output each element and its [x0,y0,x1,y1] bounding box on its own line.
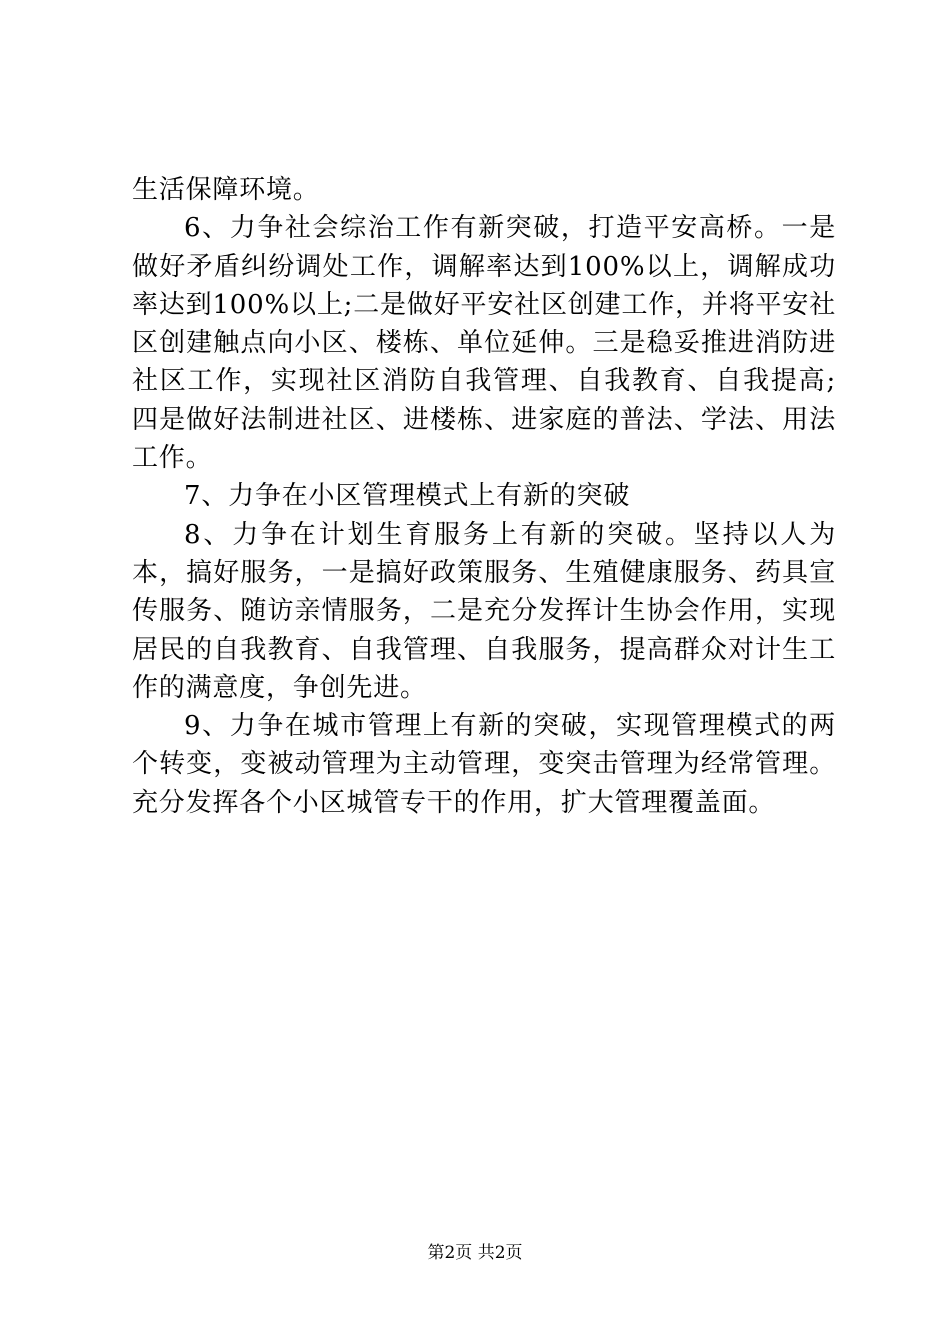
paragraph-item-9: 9、力争在城市管理上有新的突破，实现管理模式的两个转变，变被动管理为主动管理，变突击管理为经常管理。充分发挥各个小区城管专干的作用，扩大管理覆盖面。 [132,711,836,818]
document-body [132,171,836,822]
page-number-footer: 第2页 共2页 [427,1243,523,1263]
paragraph-continuation: 生活保障环境。 [132,175,320,205]
paragraph-item-7: 7、力争在小区管理模式上有新的突破 [184,481,631,512]
paragraph-item-8: 8、力争在计划生育服务上有新的突破。坚持以人为本，搞好服务，一是搞好政策服务、生殖健康服务、药具宣传服务、随访亲情服务，二是充分发挥计生协会作用，实现居民的自我教育、自我管理、自我服务，提高群众对计生工作的满意度，争创先进。 [132,519,836,703]
paragraph-item-6: 6、力争社会综治工作有新突破，打造平安高桥。一是做好矛盾纠纷调处工作，调解率达到100%以上，调解成功率达到100%以上;二是做好平安社区创建工作，并将平安社区创建触点向小区、楼栋、单位延伸。三是稳妥推进消防进社区工作，实现社区消防自我管理、自我教育、自我提高;四是做好法制进社区、进楼栋、进家庭的普法、学法、用法工作。 [132,213,836,474]
